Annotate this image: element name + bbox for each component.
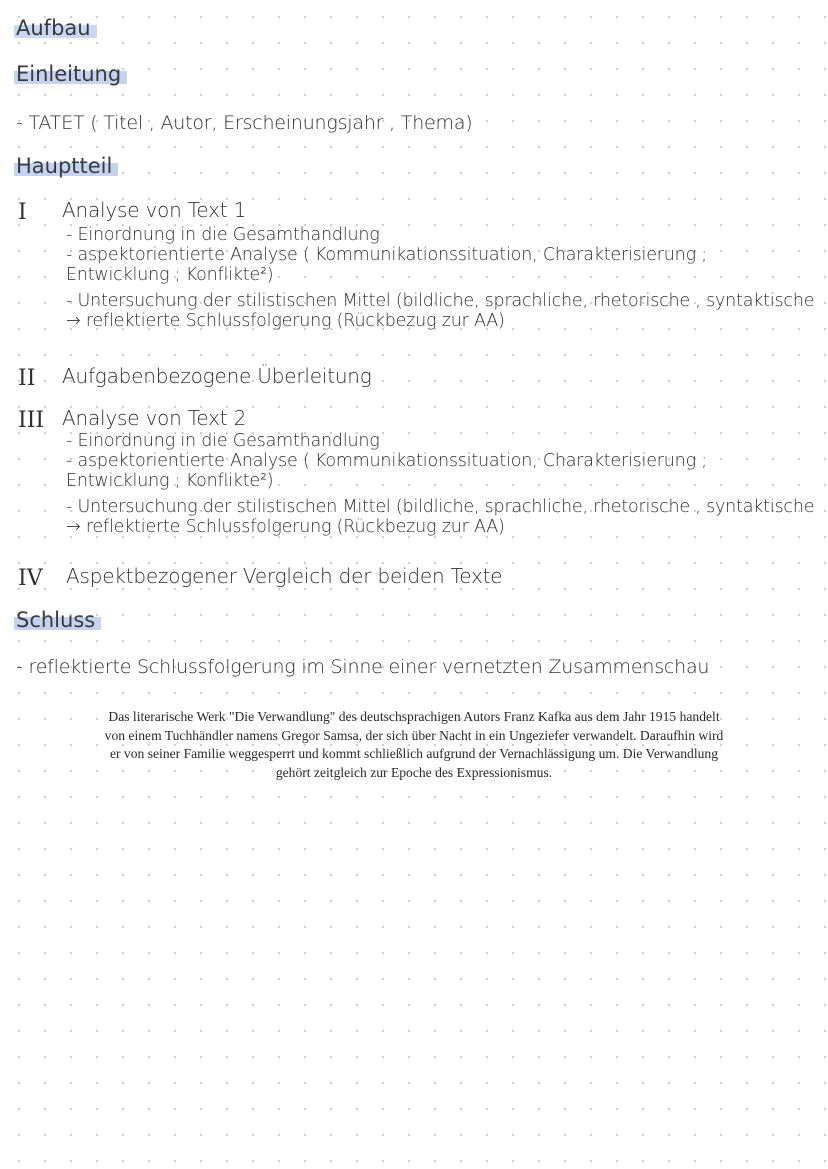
schluss-item: - reflektierte Schlussfolgerung im Sinne einer vernetzten Zusammenschau [16,656,710,678]
section-1-item: - Untersuchung der stilistischen Mittel (bildliche, sprachliche, rhetorische , syntaktische [66,292,815,310]
section-1-item: → reflektierte Schlussfolgerung (Rückbezug zur AA) [66,312,505,330]
section-3-item: - aspektorientierte Analyse ( Kommunikationssituation, Charakterisierung ; [66,452,707,470]
heading-schluss [14,608,101,632]
heading-einleitung [14,62,127,86]
heading-schluss-text: Schluss [14,608,101,632]
section-1-item: Entwicklung ; Konflikte²) [66,266,274,284]
section-2-numeral: II [18,366,36,391]
section-1-item: - aspektorientierte Analyse ( Kommunikationssituation, Charakterisierung ; [66,246,707,264]
section-1-item: - Einordnung in die Gesamthandlung [66,226,380,244]
section-1-title: Analyse von Text 1 [62,198,247,222]
einleitung-item: - TATET ( Titel , Autor, Erscheinungsjahr , Thema) [16,112,473,134]
section-3-item: → reflektierte Schlussfolgerung (Rückbezug zur AA) [66,518,505,536]
section-3-item: - Einordnung in die Gesamthandlung [66,432,380,450]
paragraph-line: er von seiner Familie weggesperrt und kommt schließlich aufgrund der Vernachlässigung um. Die Verwandlung [109,746,719,761]
section-3-item: - Untersuchung der stilistischen Mittel (bildliche, sprachliche, rhetorische , syntaktische [66,498,815,516]
heading-hauptteil-text: Hauptteil [14,154,118,178]
section-3-item: Entwicklung ; Konflikte²) [66,472,274,490]
heading-aufbau-text: Aufbau [14,16,97,40]
section-3-title: Analyse von Text 2 [62,406,247,430]
heading-hauptteil [14,154,118,178]
section-4-numeral: IV [18,566,43,591]
heading-einleitung-text: Einleitung [14,62,127,86]
section-1-numeral: I [18,200,27,225]
paragraph-line: gehört zeitgleich zur Epoche des Expressionismus. [275,764,553,780]
section-4-title: Aspektbezogener Vergleich der beiden Texte [66,564,503,588]
paragraph-line: von einem Tuchhändler namens Gregor Samsa, der sich über Nacht in ein Ungeziefer verwandelt. Daraufhin wird [104,727,724,743]
paragraph-line: Das literarische Werk "Die Verwandlung" des deutschsprachigen Autors Franz Kafka aus dem Jahr 1915 handelt [108,709,720,724]
printed-summary-paragraph [14,708,814,782]
section-2-title: Aufgabenbezogene Überleitung [62,364,372,388]
heading-aufbau [14,16,97,40]
section-3-numeral: III [18,408,45,433]
